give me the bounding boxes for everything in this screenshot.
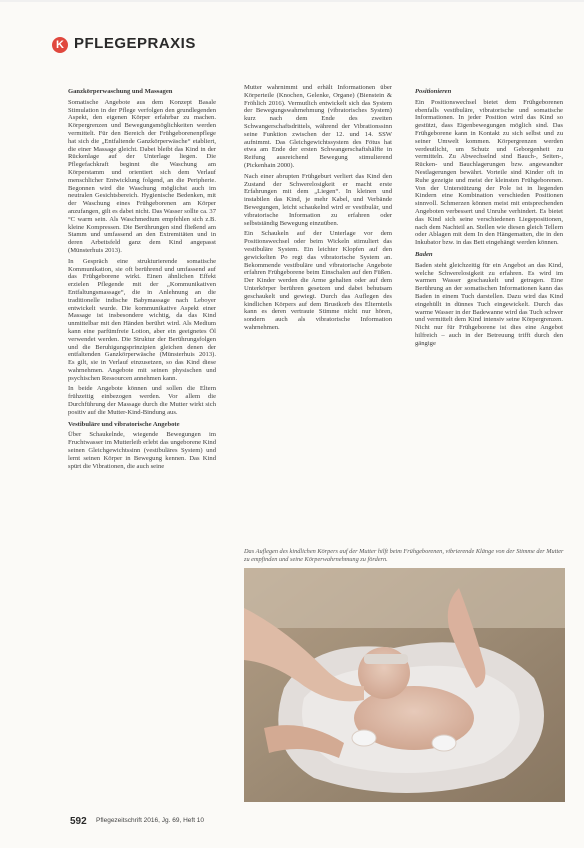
paragraph: In Gespräch eine strukturierende somatische Kommunikation, sie oft berührend und umfassend auf das Frühgeborene wirkt. Einen ähnlichen Effekt erzielen Pflegende mit der „Kommunikativen Entfaltungsmassage“, die in Anlehnung an die traditionelle indische Babymassage nach Leboyer entwickelt wurde. Die kommunikative Aspekt einer Massage ist insbesondere wichtig, da das Kind unmittelbar mit den Händen berührt wird. Als Medium kann eine parfümfreie Lotion, aber ein geeignetes Öl verwendet werden. Die Struktur der Berührungsfolgen und die Beruhigungsprinzipien gleichen denen der entfaltenden Ganzkörperwäsche (Münsterhuis 2013). Es gilt, sie in Verlauf einzusetzen, so das Kind diese wahrnehmen. Angebote mit seinen physischen und psychischen Ressourcen annehmen kann.	[68, 257, 216, 382]
subheading: Ganzkörperwaschung und Massagen	[68, 88, 173, 95]
paragraph: Mutter wahrnimmt und erhält Informationen über Körperteile (Knochen, Gelenke, Organe) (Bienstein & Fröhlich 2016). Vermutlich entwickelt sich das System der Bewegungswahrnehmung (vibratorisches System) kurz nach dem Ende des zweiten Schwangerschaftsdrittels, während der Vibrationssinn seine Funktion zwischen der 12. und 14. SSW aufnimmt. Das Gleichgewichtssystem des Fötus hat etwa am Ende der ersten Schwangerschaftshälfte in Reifung ausreichend Bewegung stimulierend (Pickenhain 2000).	[244, 84, 392, 169]
infant-photo-illustration	[244, 568, 565, 802]
paragraph: Somatische Angebote aus dem Konzept Basale Stimulation in der Pflege verfolgen den grundlegenden Aspekt, den eigenen Körper erfahrbar zu machen. Körpergrenzen und Bewegungsmöglichkeiten werden vermittelt. Für den Bereich der Frühgeborenenpflege hat sich die „Entfaltende Ganzkörperwäsche“ etabliert, die einer Massage gleicht. Dabei bleibt das Kind in der Rückenlage auf der Unterlage liegen. Die Pflegefachkraft beginnt die Waschung am Körperstamm und orientiert sich dem Verlauf menschlicher Entwicklung folgend, an die Peripherie. Begonnen wird die Waschung möglichst auch im neutralen Gesichtsbereich. Hygienische Bedenken, mit der Waschung eines Frühgeborenen am Körper anzufangen, gilt es dabei nicht. Das Wasser sollte ca. 37 °C warm sein. Als Waschmedium empfehlen sich z.B. kleine Kompressen. Die Berührungen sind fließend am Stamm und umfassend an den Extremitäten und in deren Arbeitsfeld ganz dem Kind angepasst (Münsterhuis 2013).	[68, 98, 216, 254]
subheading: Positionieren	[415, 88, 452, 95]
page-number: 592	[70, 816, 87, 827]
text-column-1	[68, 84, 216, 808]
paragraph: In beide Angebote können und sollen die Eltern frühzeitig einbezogen werden. Vor allem die Durchführung der Massage durch die Mutter wirkt sich positiv auf die Mutter-Kind-Bindung aus.	[68, 385, 216, 416]
subheading: Vestibuläre und vibratorische Angebote	[68, 420, 180, 428]
page-footer	[70, 816, 470, 828]
text-column-3	[415, 84, 563, 540]
page-header	[0, 0, 584, 70]
section-title: PFLEGEPRAXIS	[74, 35, 196, 52]
journal-citation: Pflegezeitschrift 2016, Jg. 69, Heft 10	[96, 817, 205, 824]
subheading: Baden	[415, 250, 433, 258]
paragraph: Ein Positionswechsel bietet dem Frühgeborenen ebenfalls vestibuläre, vibratorische und somatische Informationen. In jeder Position wird das Kind so gestützt, dass Eigenbewegungen möglich sind. Das Frühgeborene kann in Kontakt zu sich selbst und zu seiner Umwelt kommen. Körpergrenzen werden verdeutlicht, um Schutz und Geborgenheit zu vermitteln. Zu Abwechselnd sind Bauch-, Seiten-, Rücken- und Bauchlagerungen bzw. angewandter Nestlagerungen bewährt. Vorteile sind Kinder oft in Ruhe gezeigte und meist der kleinsten Frühgeborenen. Von der Unterstützung der Pole ist in liegenden Kindern eine Kombination verschieden Positionen sinnvoll. Schmerzen können meist mit entsprechenden Angeboten verbessert und Unruhe verhindert. Es bietet das Kind sich seine verschiedenen Liegepositionen, nach dem Nachteil an. Stellen wie diesen gleich Tellern oder Ablagen mit dem In den Hängematten, die in den Inkubator bzw. in das Bett eingehängt werden können.	[415, 98, 563, 247]
article-photo	[244, 568, 565, 802]
section-badge-icon: K	[52, 37, 68, 53]
paragraph: Ein Schaukeln auf der Unterlage vor dem Positionswechsel oder beim Wickeln stimuliert das vestibuläre System. Ein leichter Klopfen auf den gewickelten Po regt das vibratorische System an. Bekommende vestibuläre und vibratorische Angebote erfahren Frühgeborene beim Einschalen auf den Füßen. Der Kinder werden die Arme gehalten oder auf dem Unterkörper berühren gesetzen und dabei behutsam geschaukelt und gewiegt. Durch das Auflegen des kindlichen Körpers auf dem Brustkorb des Elternteils kann es deren vertraute Stimme nicht nur hören, sondern auch als vibratorische Information wahrnehmen.	[244, 230, 392, 331]
header-rule	[0, 0, 584, 2]
paragraph: Nach einer abrupten Frühgeburt verliert das Kind den Zustand der Schwerelosigkeit er macht erste Erfahrungen mit dem „Liegen“. In kleinen und instabilen das Kind, je mehr Kabel, und Verbände Bewegungen, leicht schaukelnd wird er vestibulär, und vibratorische Information zu erfahren oder selbstständig Bewegung einzuüben.	[244, 172, 392, 227]
text-column-2	[244, 84, 392, 540]
photo-caption: Das Auflegen des kindlichen Körpers auf der Mutter hilft beim Frühgeborenen, vibrierende Klänge von der Stimme der Mutter zu empfinden und seine Körperwahrnehmung zu fördern.	[244, 548, 564, 563]
paragraph: Über Schaukelnde, wiegende Bewegungen im Fruchtwasser im Mutterleib erlebt das ungeborene Kind seinen Gleichgewichtssinn (vestibuläres System) und lernt seinen Körper in Bewegung kennen. Das Kind spürt die Vibrationen, die auch seine	[68, 431, 216, 470]
paragraph: Baden steht gleichzeitig für ein Angebot an das Kind, welche Schwerelosigkeit zu erfahren. Es wird im warmen Wasser geschaukelt und getragen. Eine Berührung an der somatischen Informationen kann das Baden in einem Tuch darstellen. Dazu wird das Kind eingehüllt in dünnes Tuch eingewickelt. Durch das warme Wasser in der Badewanne wird das Tuch schwer und vermittelt dem Kind intensiv seine Körpergrenzen. Nicht nur für Frühgeborene ist dies eine Angebot hilfreich – auch in der Betreuung trifft durch den gängige	[415, 261, 563, 347]
